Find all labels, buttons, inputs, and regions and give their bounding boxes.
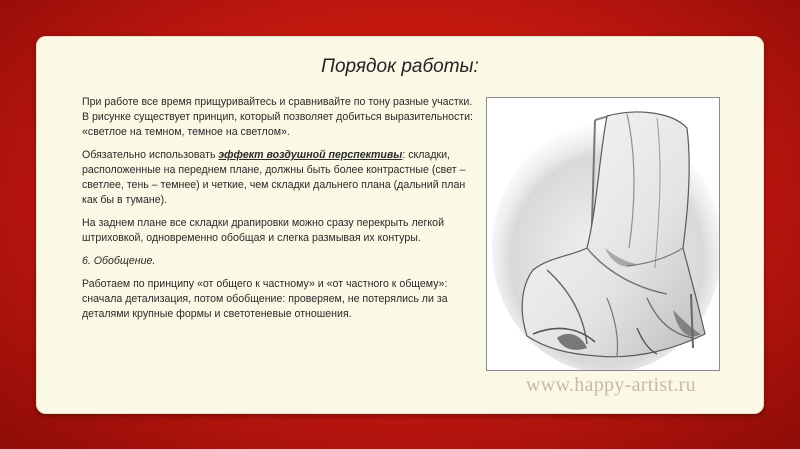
paragraph-generalization: Работаем по принципу «от общего к частному» и «от частного к общему»: сначала детализация, потом обобщение: проверяем, не потерялись ли за деталями крупные формы и светотеневые отношения. <box>82 278 448 320</box>
paragraph-aerial-perspective-intro: Обязательно использовать <box>82 149 219 161</box>
step-heading: 6. Обобщение. <box>82 255 156 267</box>
body-text <box>82 95 478 330</box>
slide-title: Порядок работы: <box>321 56 479 77</box>
paragraph-aerial-perspective <box>82 148 478 208</box>
aerial-perspective-term: эффект воздушной перспективы <box>218 149 403 161</box>
paragraph-aerial-perspective-rest: : складки, расположенные на переднем плане, должны быть более контрастные (свет – светлее, тень – темнее) и четкие, чем складки дальнего плана (дальний план как бы в тумане). <box>82 149 466 206</box>
slide-card <box>36 36 764 414</box>
watermark-url: www.happy-artist.ru <box>526 374 696 396</box>
paragraph-background-folds: На заднем плане все складки драпировки можно сразу перекрыть легкой штриховкой, одновременно обобщая и слегка размывая их контуры. <box>82 217 444 244</box>
drapery-sketch-image <box>486 97 720 371</box>
drapery-chair-drawing <box>487 98 719 370</box>
paragraph-compare-tones: При работе все время прищуривайтесь и сравнивайте по тону разные участки. В рисунке существует принцип, который позволяет добиться выразительности: «светлое на темном, темное на светлом». <box>82 96 473 138</box>
